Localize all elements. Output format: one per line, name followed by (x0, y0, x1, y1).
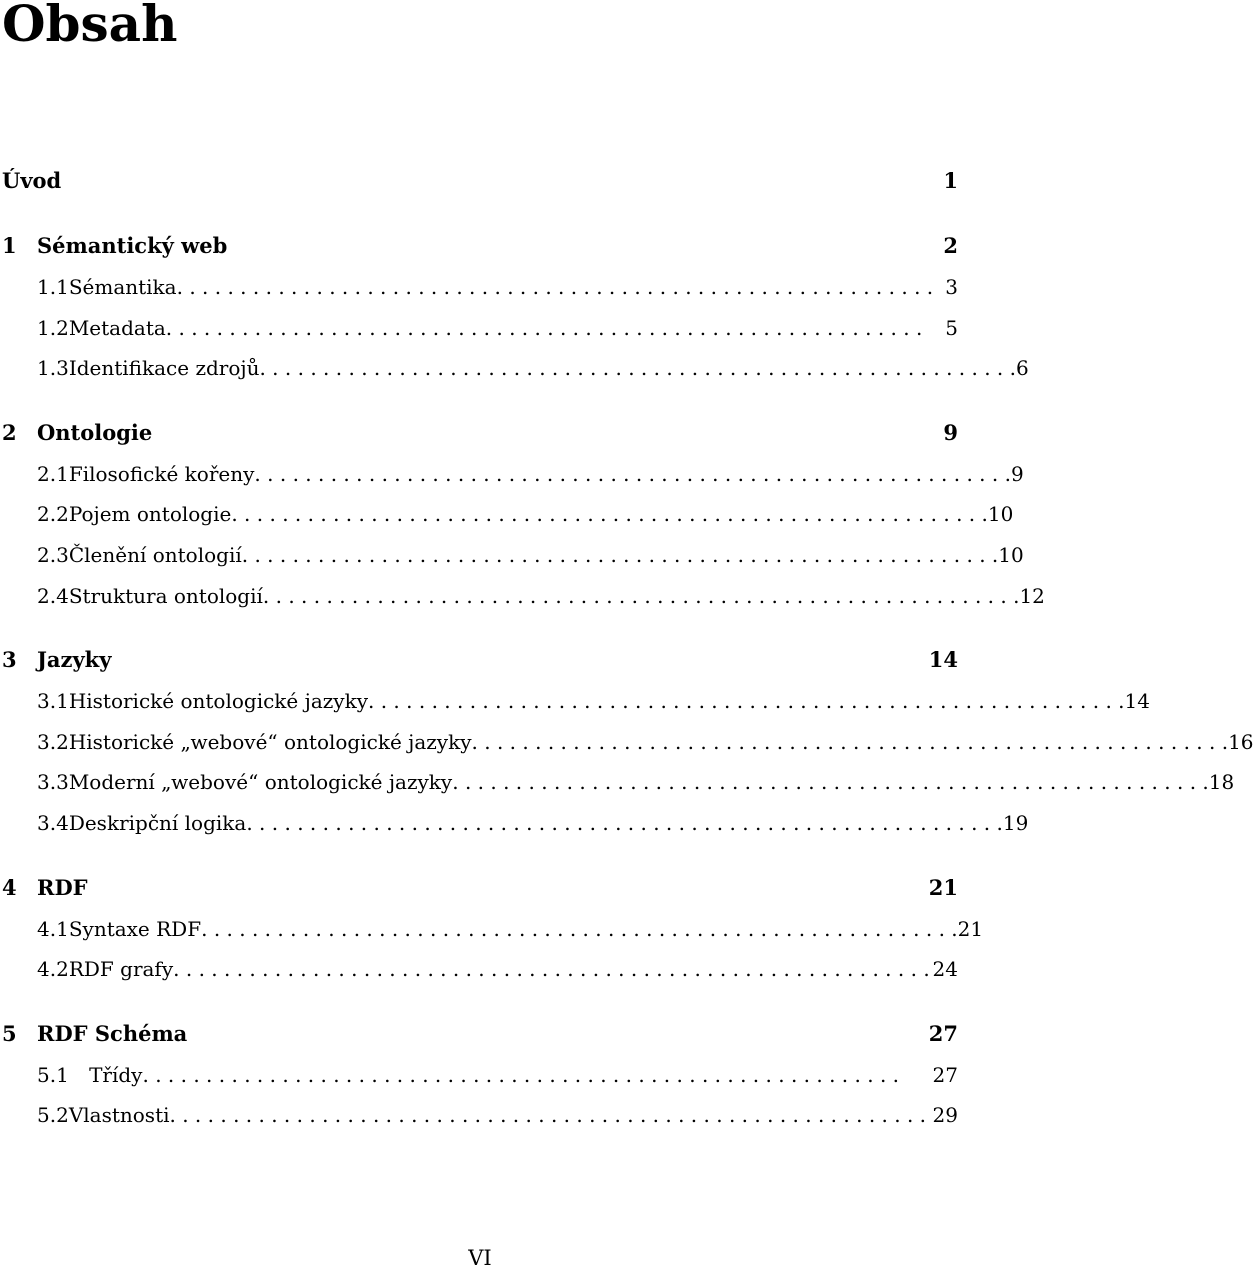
chapter-number: 5 (2, 1020, 17, 1046)
chapter-page: 27 (928, 1020, 958, 1046)
section-number: 1.2 (37, 315, 69, 340)
section-title: Vlastnosti (68, 1103, 170, 1128)
section-title: Třídy (89, 1062, 143, 1087)
section-page: 10 (987, 502, 1014, 527)
dot-leader: . . . . . . . . . . . . . . . . . . . . . . . . . . . . . . . . . . . . . . . . . . . . . . . . . . . . . . . . . . . . (169, 1103, 927, 1128)
chapter-title: Úvod (2, 168, 62, 193)
toc-section-entry[interactable] (0, 576, 1045, 617)
section-number: 5.1 (37, 1062, 69, 1087)
toc-section-entry[interactable] (0, 762, 1235, 803)
dot-leader: . . . . . . . . . . . . . . . . . . . . . . . . . . . . . . . . . . . . . . . . . . . . . . . . . . . . . . . . . . . . (471, 729, 1229, 754)
dot-leader: . . . . . . . . . . . . . . . . . . . . . . . . . . . . . . . . . . . . . . . . . . . . . . . . . . . . . . . . . . . . (254, 461, 1011, 486)
section-title: Historické ontologické jazyky (68, 689, 368, 714)
section-page: 29 (932, 1103, 958, 1128)
section-page: 5 (945, 315, 958, 340)
section-page: 19 (1002, 810, 1029, 835)
toc-section-entry[interactable] (0, 535, 1024, 576)
section-title: RDF grafy (68, 957, 174, 982)
toc-section-entry[interactable] (0, 949, 960, 990)
section-page: 14 (1124, 689, 1150, 714)
toc-section-entry[interactable] (0, 909, 984, 950)
chapter-title: RDF Schéma (37, 1020, 188, 1046)
chapter-title: Jazyky (37, 647, 112, 673)
toc-section-entry[interactable] (0, 454, 1024, 495)
section-title: Pojem ontologie (68, 502, 232, 527)
section-title: Moderní „webové“ ontologické jazyky (68, 770, 453, 795)
toc-section-entry[interactable] (0, 348, 1029, 389)
toc-section-entry[interactable] (0, 1055, 960, 1096)
toc-chapter-entry[interactable] (0, 412, 960, 454)
chapter-number: 3 (2, 647, 17, 673)
toc-chapter-entry[interactable] (0, 225, 960, 267)
section-number: 3.1 (37, 689, 69, 714)
toc-chapter-entry[interactable] (0, 639, 960, 681)
dot-leader: . . . . . . . . . . . . . . . . . . . . . . . . . . . . . . . . . . . . . . . . . . . . . . . . . . . . . . . . . . . . (201, 916, 958, 941)
section-page: 12 (1019, 583, 1045, 608)
table-of-contents (0, 160, 1254, 1136)
section-number: 2.4 (37, 583, 69, 608)
dot-leader: . . . . . . . . . . . . . . . . . . . . . . . . . . . . . . . . . . . . . . . . . . . . . . . . . . . . . . . . . . . . (259, 356, 1017, 381)
chapter-page: 21 (928, 874, 958, 900)
chapter-list (0, 225, 1254, 1136)
section-title: Filosofické kořeny (68, 461, 255, 486)
toc-section-entry[interactable] (0, 267, 960, 308)
toc-section-entry[interactable] (0, 1095, 960, 1136)
chapter-title: Ontologie (37, 419, 153, 445)
toc-chapter-entry[interactable] (0, 1013, 960, 1055)
dot-leader: . . . . . . . . . . . . . . . . . . . . . . . . . . . . . . . . . . . . . . . . . . . . . . . . . . . . . . . . . . . . (173, 957, 930, 982)
page-number: VI (468, 1246, 492, 1270)
dot-leader: . . . . . . . . . . . . . . . . . . . . . . . . . . . . . . . . . . . . . . . . . . . . . . . . . . . . . . . . . . . . (176, 275, 934, 299)
section-number: 1.3 (37, 356, 69, 381)
page-title: Obsah (2, 0, 178, 53)
section-number: 2.1 (37, 461, 69, 486)
toc-section-entry[interactable] (0, 722, 1254, 763)
dot-leader: . . . . . . . . . . . . . . . . . . . . . . . . . . . . . . . . . . . . . . . . . . . . . . . . . . . . . . . . . . . . (452, 770, 1209, 795)
dot-leader: . . . . . . . . . . . . . . . . . . . . . . . . . . . . . . . . . . . . . . . . . . . . . . . . . . . . . . . . . . . . (241, 542, 999, 567)
chapter-page: 1 (943, 168, 958, 193)
section-title: Metadata (68, 315, 166, 340)
chapter-number: 2 (2, 419, 17, 445)
chapter-page: 9 (943, 419, 958, 445)
section-number: 1.1 (37, 275, 69, 299)
chapter-page: 2 (943, 233, 958, 258)
section-number: 2.3 (37, 542, 69, 567)
toc-section-entry[interactable] (0, 803, 1029, 844)
section-title: Historické „webové“ ontologické jazyky (68, 729, 472, 754)
section-title: Sémantika (68, 275, 177, 299)
section-page: 21 (957, 916, 984, 941)
chapter-title: RDF (37, 874, 88, 900)
chapter-title: Sémantický web (37, 233, 228, 258)
section-page: 18 (1208, 770, 1235, 795)
dot-leader: . . . . . . . . . . . . . . . . . . . . . . . . . . . . . . . . . . . . . . . . . . . . . . . . . . . . . . . . . . . . (231, 502, 988, 527)
section-page: 9 (1010, 461, 1024, 486)
dot-leader: . . . . . . . . . . . . . . . . . . . . . . . . . . . . . . . . . . . . . . . . . . . . . . . . . . . . . . . . . . . . (246, 810, 1003, 835)
section-page: 27 (932, 1062, 958, 1087)
section-title: Identifikace zdrojů (68, 356, 260, 381)
section-title: Členění ontologií (68, 542, 242, 567)
chapter-page: 14 (928, 647, 958, 673)
section-page: 10 (998, 542, 1024, 567)
section-number: 2.2 (37, 502, 69, 527)
toc-intro-entry[interactable] (0, 160, 960, 202)
chapter-number: 1 (2, 233, 17, 258)
toc-chapter-entry[interactable] (0, 867, 960, 909)
dot-leader: . . . . . . . . . . . . . . . . . . . . . . . . . . . . . . . . . . . . . . . . . . . . . . . . . . . . . . . . . . . . (165, 315, 923, 340)
section-number: 5.2 (37, 1103, 69, 1128)
section-page: 16 (1228, 729, 1254, 754)
section-title: Struktura ontologií (68, 583, 263, 608)
dot-leader: . . . . . . . . . . . . . . . . . . . . . . . . . . . . . . . . . . . . . . . . . . . . . . . . . . . . . . . . . . . . (368, 689, 1125, 714)
toc-section-entry[interactable] (0, 308, 960, 349)
toc-section-entry[interactable] (0, 681, 1150, 722)
section-number: 3.3 (37, 770, 69, 795)
chapter-number: 4 (2, 874, 17, 900)
section-page: 3 (945, 275, 958, 299)
section-number: 4.2 (37, 957, 69, 982)
section-number: 3.4 (37, 810, 69, 835)
section-page: 6 (1016, 356, 1029, 381)
section-title: Deskripční logika (68, 810, 247, 835)
toc-section-entry[interactable] (0, 494, 1014, 535)
section-number: 3.2 (37, 729, 69, 754)
section-page: 24 (932, 957, 958, 982)
dot-leader: . . . . . . . . . . . . . . . . . . . . . . . . . . . . . . . . . . . . . . . . . . . . . . . . . . . . . . . . . . . . (262, 583, 1020, 608)
section-number: 4.1 (37, 916, 69, 941)
section-title: Syntaxe RDF (68, 916, 202, 941)
dot-leader: . . . . . . . . . . . . . . . . . . . . . . . . . . . . . . . . . . . . . . . . . . . . . . . . . . . . . . . . . . . . (142, 1062, 900, 1087)
